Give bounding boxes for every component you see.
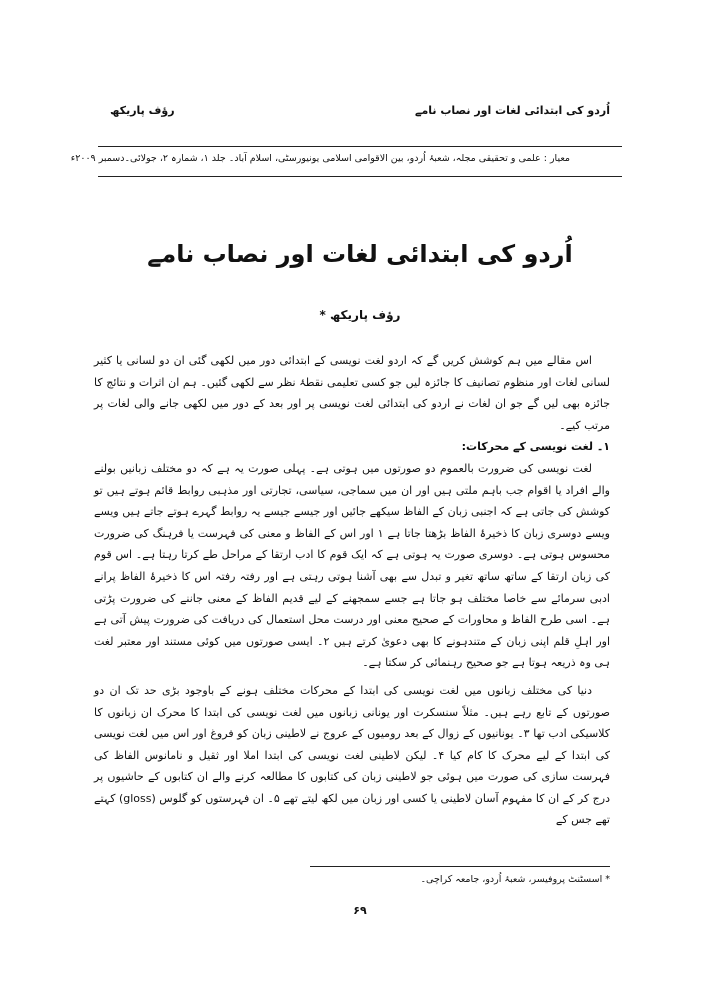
footnote-rule — [310, 866, 610, 867]
article-title: اُردو کی ابتدائی لغات اور نصاب نامے — [147, 240, 573, 268]
running-header — [110, 104, 610, 117]
header-rule-bottom — [98, 176, 622, 177]
header-rule-top — [98, 146, 622, 147]
section-heading: ۱۔ لغت نویسی کے محرکات: — [461, 440, 610, 454]
footnote: * اسسٹنٹ پروفیسر، شعبۂ اُردو، جامعہ کراچی۔ — [420, 874, 610, 885]
page-number: ۶۹ — [353, 904, 367, 917]
article-author: رؤف پاریکھ * — [319, 308, 401, 322]
journal-meta-line: معیار : علمی و تحقیقی مجلہ، شعبۂ اُردو، بین الاقوامی اسلامی یونیورسٹی، اسلام آباد۔ جلد ۱، شمارہ ۲، جولائی۔دسمبر ۲۰۰۹ء — [70, 153, 570, 164]
body-paragraph: لغت نویسی کی ضرورت بالعموم دو صورتوں میں ہوتی ہے۔ پہلی صورت یہ ہے کہ دو مختلف زبانیں بولنے والے افراد یا اقوام جب باہم ملتی ہیں اور ان میں سماجی، سیاسی، تجارتی اور مذہبی روابط قائم ہوتے ہیں تو کوشش کی جاتی ہے کہ اجنبی زبان کے الفاظ سیکھے جائیں اور جیسے جیسے یہ روابط گہرے ہوتے جاتے ہیں ویسے ویسے دوسری زبان کا ذخیرۂ الفاظ بڑھتا جاتا ہے ۱ اور اس کے الفاظ و معنی کی فہرست یا فرہنگ کی ضرورت محسوس ہوتی ہے۔ دوسری صورت یہ ہوتی ہے کہ ایک قوم کا ادب ارتقا کے مراحل طے کرتا رہتا ہے۔ اس قوم کی زبان ارتقا کے ساتھ ساتھ تغیر و تبدل سے بھی آشنا ہوتی رہتی ہے اور رفتہ رفتہ اس کا ذخیرۂ الفاظ پرانے ادبی سرمائے سے خاصا مختلف ہو جاتا ہے جسے سمجھنے کے لیے قدیم الفاظ کے معنی جاننے کی ضرورت پڑتی ہے۔ اسی طرح الفاظ و محاورات کے صحیح معنی اور درست محل استعمال کی دریافت کی ضرورت پیش آتی ہے اور اہلِ قلم اپنی زبان کے متندہونے کا بھی دعویٰ کرتے ہیں ۲۔ ایسی صورتوں میں کوئی مستند اور معتبر لغت ہی وہ ذریعہ ہوتا ہے جو صحیح رہنمائی کر سکتا ہے۔ — [94, 461, 610, 670]
running-header-title: اُردو کی ابتدائی لغات اور نصاب نامے — [415, 104, 610, 117]
intro-paragraph: اس مقالے میں ہم کوشش کریں گے کہ اردو لغت نویسی کے ابتدائی دور میں لکھی گئی ان دو لسانی یا کثیر لسانی لغات اور منظوم تصانیف کا جائزہ لیں جو کسی تعلیمی نقطۂ نظر سے لکھی گئیں۔ ہم ان اثرات و نتائج کا جائزہ بھی لیں گے جو ان لغات نے اردو کی ابتدائی لغت نویسی پر اور بعد کے دور میں لکھی جانے والی لغات پر مرتب کیے۔ — [94, 354, 610, 432]
article-body — [94, 350, 610, 831]
running-header-author: رؤف پاریکھ — [110, 104, 175, 117]
body-paragraph: دنیا کی مختلف زبانوں میں لغت نویسی کی ابتدا کے محرکات مختلف ہونے کے باوجود بڑی حد تک ان دو صورتوں کے تابع رہے ہیں۔ مثلاً سنسکرت اور یونانی زبانوں میں لغت نویسی کی ابتدا کا محرک ان زبانوں کا کلاسیکی ادب تھا ۳۔ یونانیوں کے زوال کے بعد رومیوں کے عروج نے لاطینی زبان کو فروغ اور اس میں لغت نویسی کی ابتدا کے لیے محرک کا کام کیا ۴۔ لیکن لاطینی لغت نویسی کی ابتدا املا اور ثقیل و نامانوس الفاظ کی فہرست سازی کی صورت میں ہوئی جو لاطینی زبان کی کتابوں کا مطالعہ کرنے والے ان کتابوں کے حاشیوں پر درج کر کے ان کا مفہوم آسان لاطینی یا کسی اور زبان میں لکھ لیتے تھے ۵۔ ان فہرستوں کو گلوس (gloss) کہتے تھے جس کے — [94, 683, 610, 827]
